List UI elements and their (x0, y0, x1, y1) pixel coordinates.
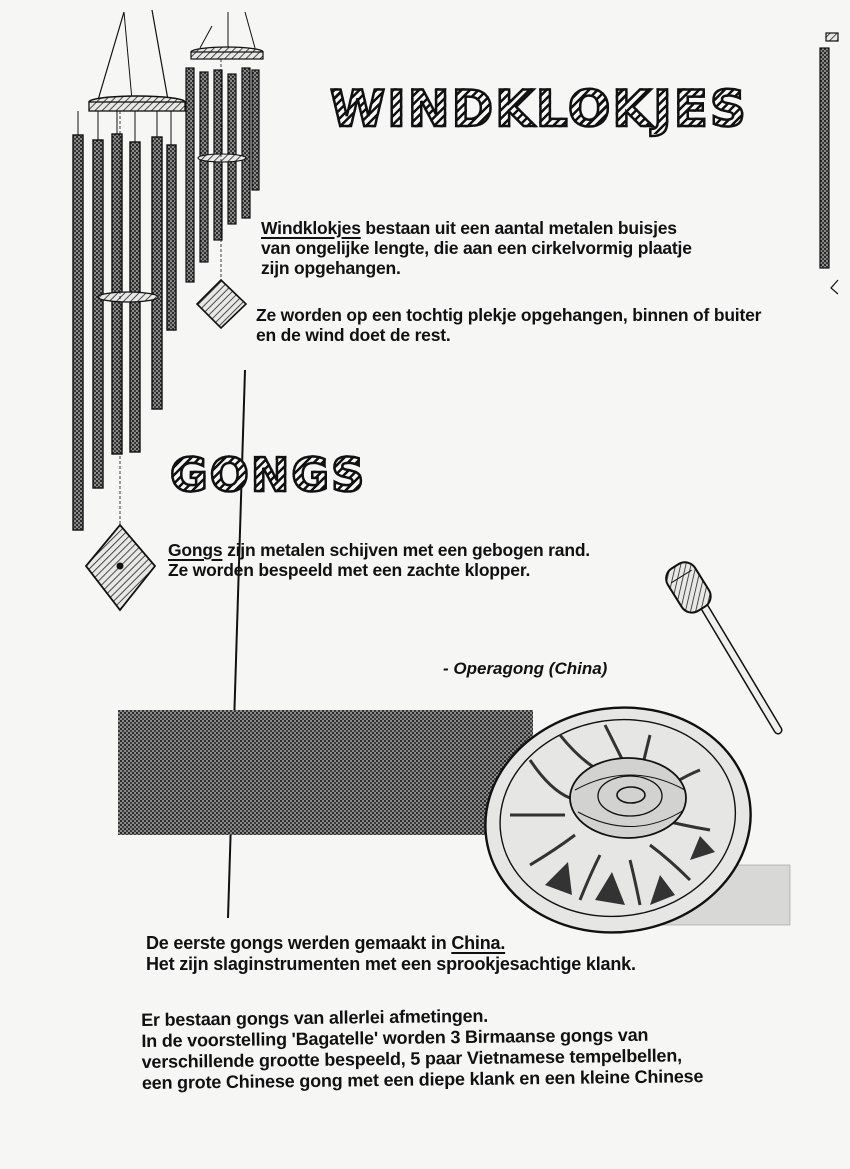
paragraph-line: Ze worden op een tochtig plekje opgehangen, binnen of buiter (256, 305, 762, 325)
paragraph-line: In de voorstelling 'Bagatelle' worden 3 Birmaanse gongs van (141, 1024, 649, 1051)
operagong-caption: - Operagong (China) (443, 659, 608, 678)
term-china: China. (451, 933, 506, 953)
paragraph-line: Er bestaan gongs van allerlei afmetingen. (141, 1005, 489, 1030)
gong-shadow-panel (118, 710, 533, 835)
paragraph-line: verschillende grootte bespeeld, 5 paar Vietnamese tempelbellen, (141, 1045, 682, 1072)
gongs-paragraph-2 (146, 933, 636, 975)
wind-chime-small-illustration (186, 12, 263, 328)
paragraph-line: en de wind doet de rest. (256, 325, 451, 345)
gongs-paragraph-1 (168, 540, 590, 580)
gongs-paragraph-3 (141, 1003, 703, 1094)
paragraph-line (168, 540, 590, 560)
title-gongs: GONGS (170, 448, 367, 502)
gong-mallet-illustration (662, 558, 778, 730)
text-run: bestaan uit een aantal metalen buisjes (360, 218, 677, 238)
title-windklokjes: WINDKLOKJES (330, 80, 748, 138)
wind-chime-large-illustration (73, 10, 185, 610)
paragraph-line: zijn opgehangen. (261, 258, 401, 278)
paragraph-line (146, 933, 636, 954)
term-windklokjes: Windklokjes (261, 218, 361, 238)
page-bottom-margin (0, 1097, 850, 1169)
term-gongs: Gongs (168, 540, 223, 560)
text-run: zijn metalen schijven met een gebogen rand. (222, 540, 590, 560)
paragraph-line: Het zijn slaginstrumenten met een sprookjesachtige klank. (146, 954, 636, 974)
text-run: De eerste gongs werden gemaakt in (146, 933, 452, 953)
paragraph-line: een grote Chinese gong met een diepe klank en een kleine Chinese (141, 1066, 704, 1093)
paragraph-line: van ongelijke lengte, die aan een cirkelvormig plaatje (261, 238, 692, 258)
windklokjes-paragraph-1 (261, 218, 692, 278)
paragraph-line (261, 218, 692, 238)
wind-chime-fragment-illustration (820, 33, 838, 294)
paragraph-line: Ze worden bespeeld met een zachte klopper. (168, 560, 531, 580)
windklokjes-paragraph-2 (256, 305, 761, 345)
